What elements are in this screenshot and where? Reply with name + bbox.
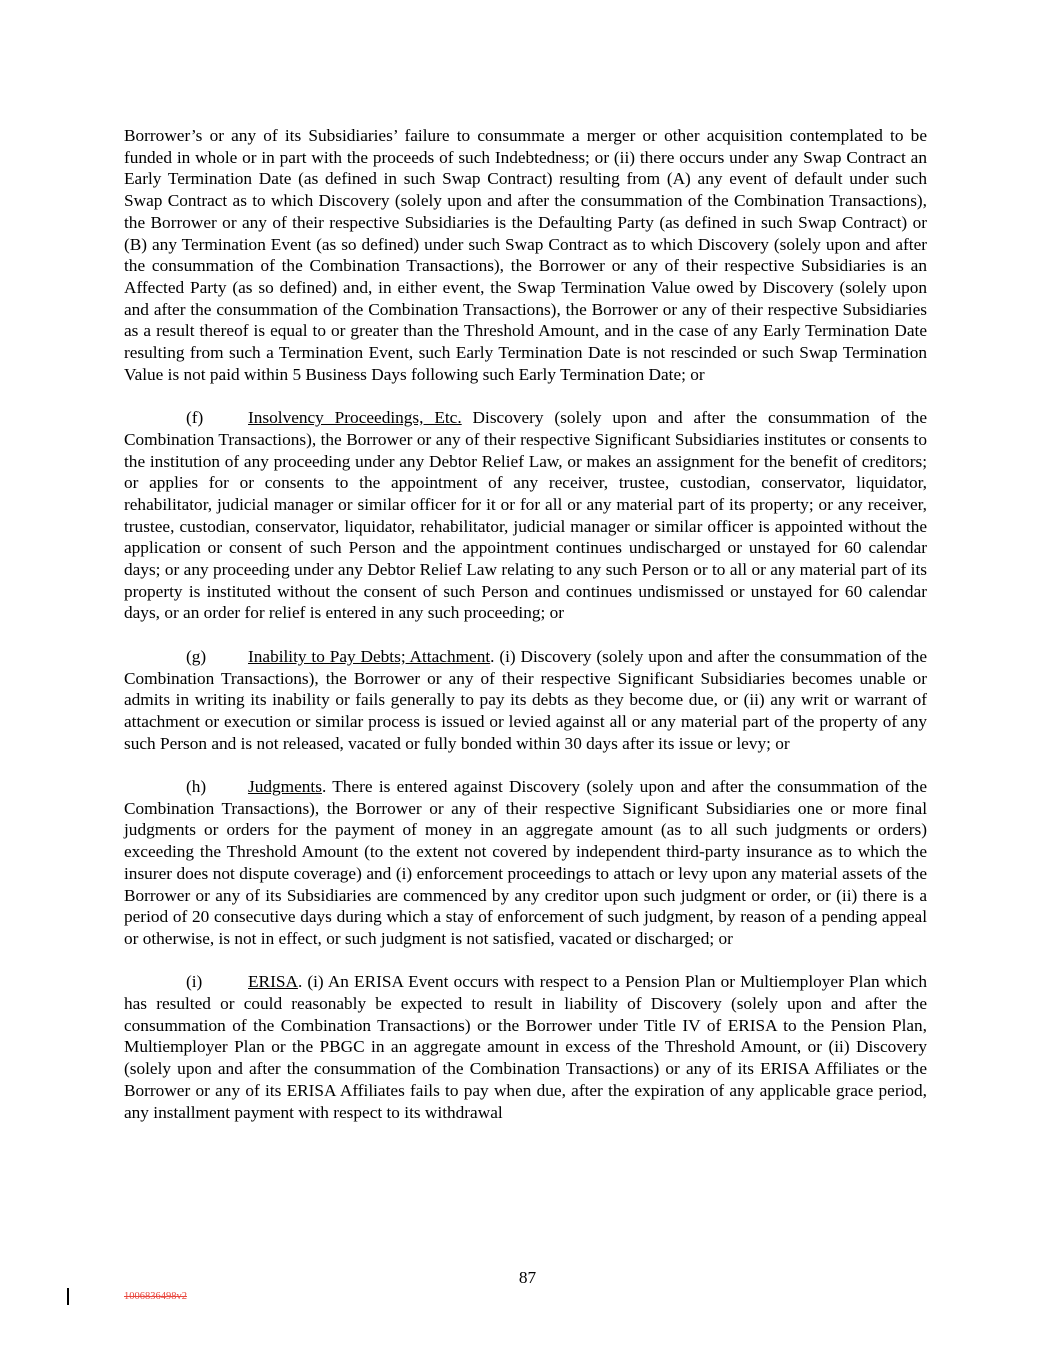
section-h-number: (h) xyxy=(186,777,207,797)
section-g-heading: Inability to Pay Debts; Attachment xyxy=(248,646,491,666)
section-f-heading: Insolvency Proceedings, Etc. xyxy=(248,408,462,428)
section-f-text: Discovery (solely upon and after the consummation of the Combination Transactions), the Borrower or any of their respective Significant Subsidiaries institutes or consents to the institution of any proceeding under any Debtor Relief Law, or makes an assignment for the benefit of creditors; or applies for or consents to the appointment of any receiver, trustee, custodian, conservator, liquidator, rehabilitator, judicial manager or similar officer for it or for all or any material part of its property; or any receiver, trustee, custodian, conservator, liquidator, rehabilitator, judicial manager or similar officer is appointed without the application or consent of such Person and the appointment continues undischarged or unstayed for 60 calendar days; or any proceeding under any Debtor Relief Law relating to any such Person or to all or any material part of its property is instituted without the consent of such Person and continues undismissed or unstayed for 60 calendar days, or an order for relief is entered in any such proceeding; or xyxy=(124,408,928,623)
section-g-text: . (i) Discovery (solely upon and after the consummation of the Combination Transactions), the Borrower or any of their respective Significant Subsidiaries becomes unable or admits in writing its inability or fails generally to pay its debts as they become due, or (ii) any writ or warrant of attachment or execution or similar process is issued or levied against all or any material part of the property of any such Person and is not released, vacated or fully bonded within 30 days after its issue or levy; or xyxy=(124,646,928,753)
section-h-heading: Judgments xyxy=(248,777,322,797)
page-number: 87 xyxy=(518,1268,537,1287)
section-h-paragraph xyxy=(124,776,927,950)
continuation-text: Borrower’s or any of its Subsidiaries’ failure to consummate a merger or other acquisition contemplated to be funded in whole or in part with the proceeds of such Indebtedness; or (ii) there occurs under any Swap Contract an Early Termination Date (as defined in such Swap Contract) resulting from (A) any event of default under such Swap Contract as to which Discovery (solely upon and after the consummation of the Combination Transactions), the Borrower or any of their respective Subsidiaries is the Defaulting Party (as defined in such Swap Contract) or (B) any Termination Event (as so defined) under such Swap Contract as to which Discovery (solely upon and after the consummation of the Combination Transactions), the Borrower or any of their respective Subsidiaries is an Affected Party (as so defined) and, in either event, the Swap Termination Value owed by Discovery (solely upon and after the consummation of the Combination Transactions), the Borrower or any of their respective Subsidiaries as a result thereof is equal to or greater than the Threshold Amount, and in the case of any Early Termination Date resulting from such a Termination Event, such Early Termination Date is not rescinded or such Swap Termination Value is not paid within 5 Business Days following such Early Termination Date; or xyxy=(124,126,927,384)
section-g-paragraph xyxy=(124,646,927,755)
section-h-text: . There is entered against Discovery (solely upon and after the consummation of the Combination Transactions), the Borrower or any of their respective Significant Subsidiaries one or more final judgments or orders for the payment of money in an aggregate amount (as to all such judgments or orders) exceeding the Threshold Amount (to the extent not covered by independent third-party insurance as to which the insurer does not dispute coverage) and (i) enforcement proceedings to attach or levy upon any material assets of the Borrower or any of its Subsidiaries are commenced by any creditor upon such judgment or order, or (ii) there is a period of 20 consecutive days during which a stay of enforcement of such judgment, by reason of a pending appeal or otherwise, is not in effect, or such judgment is not satisfied, vacated or discharged; or xyxy=(124,777,927,948)
revision-change-bar xyxy=(67,1288,69,1305)
section-i-text: . (i) An ERISA Event occurs with respect to a Pension Plan or Multiemployer Plan which has resulted or could reasonably be expected to result in liability of Discovery (solely upon and after the consummation of the Combination Transactions) or the Borrower under Title IV of ERISA to the Pension Plan, Multiemployer Plan or the PBGC in an aggregate amount in excess of the Threshold Amount, or (ii) Discovery (solely upon and after the consummation of the Combination Transactions) or any of its ERISA Affiliates or the Borrower or any of its ERISA Affiliates fails to pay when due, after the expiration of any applicable grace period, any installment payment with respect to its withdrawal xyxy=(124,972,927,1122)
continuation-paragraph xyxy=(124,125,927,385)
section-f-number: (f) xyxy=(186,408,204,428)
document-body xyxy=(124,125,927,1145)
section-f-paragraph xyxy=(124,407,927,624)
document-id: 1006836498v2 xyxy=(124,1291,187,1302)
section-i-number: (i) xyxy=(186,972,203,992)
section-i-paragraph xyxy=(124,971,927,1123)
section-g-number: (g) xyxy=(186,646,207,666)
section-i-heading: ERISA xyxy=(248,972,298,992)
